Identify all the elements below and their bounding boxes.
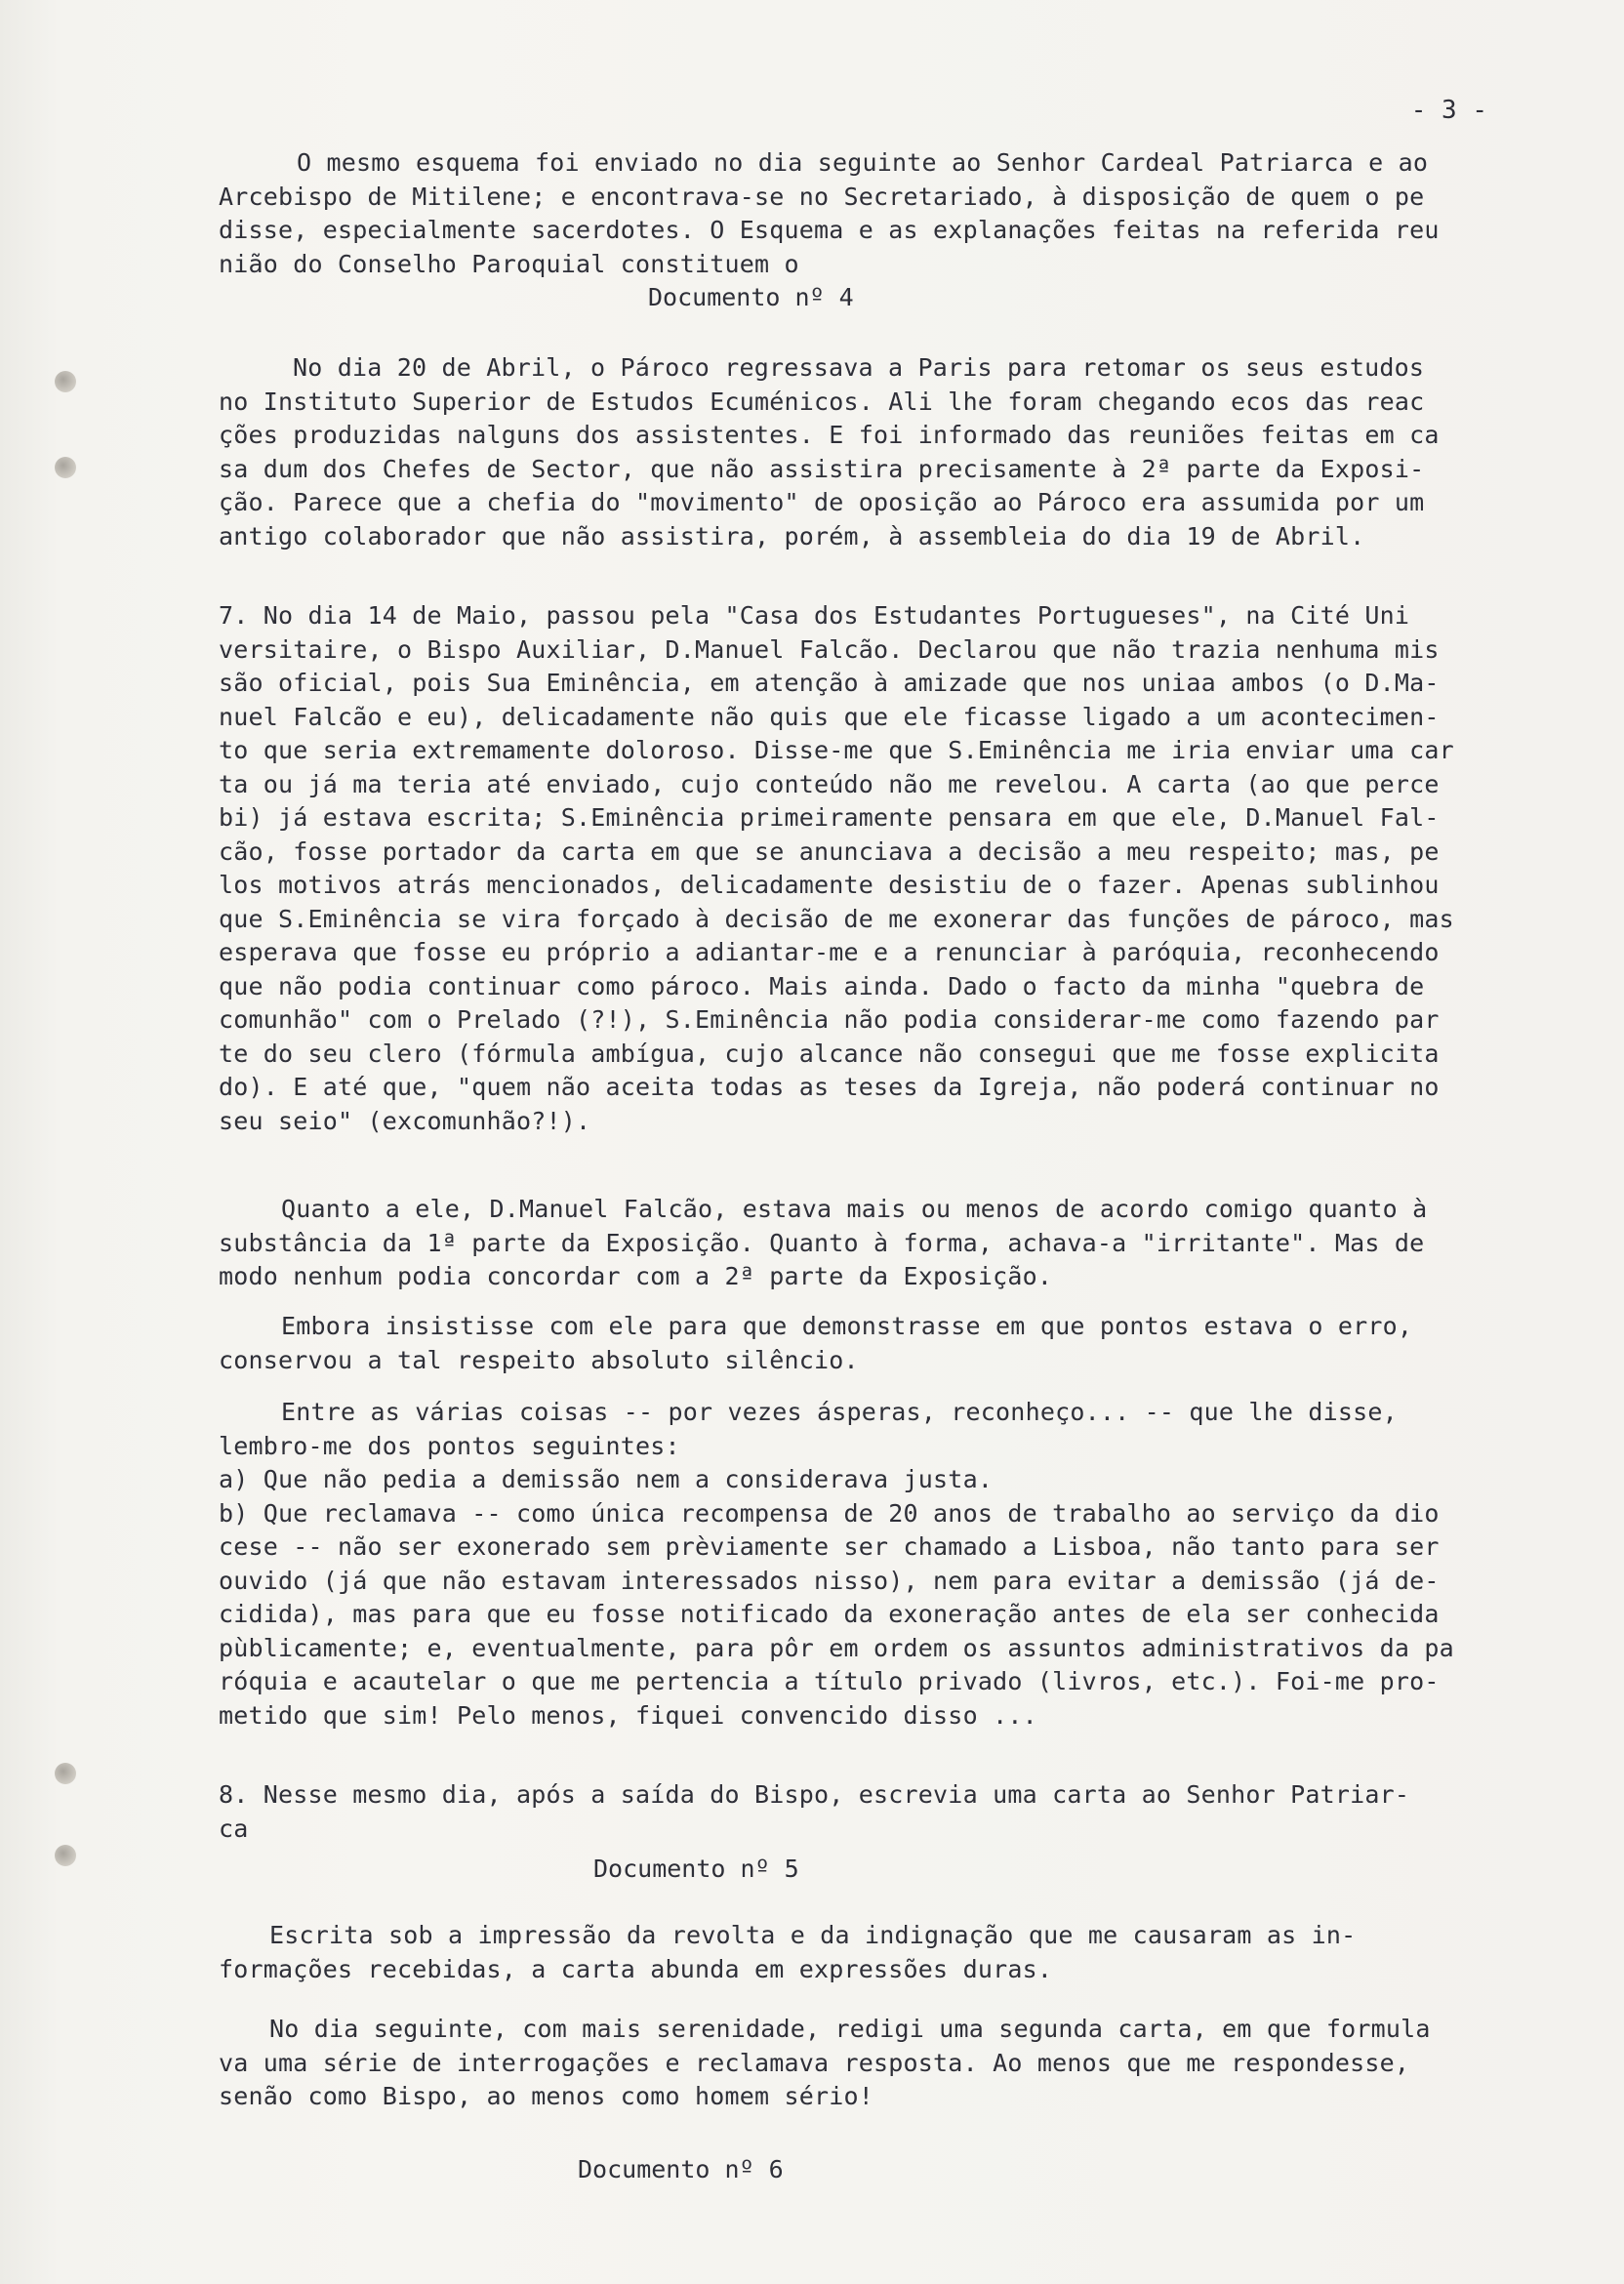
text-line: senão como Bispo, ao menos como homem sério!	[219, 2082, 874, 2110]
text-line: a) Que não pedia a demissão nem a considerava justa.	[219, 1465, 994, 1493]
text-line: sa dum dos Chefes de Sector, que não assistira precisamente à 2ª parte da Exposi-	[219, 454, 1425, 483]
text-line: No dia seguinte, com mais serenidade, redigi uma segunda carta, em que formula	[269, 2015, 1431, 2043]
text-line: Entre as várias coisas -- por vezes ásperas, reconheço... -- que lhe disse,	[281, 1398, 1398, 1426]
text-line: são oficial, pois Sua Eminência, em atenção à amizade que nos uniaa ambos (o D.Ma-	[219, 669, 1440, 697]
text-line: b) Que reclamava -- como única recompensa de 20 anos de trabalho ao serviço da dio	[219, 1498, 1440, 1528]
text-line: cese -- não ser exonerado sem prèviamente ser chamado a Lisboa, não tanto para ser	[219, 1532, 1440, 1561]
text-line: que não podia continuar como pároco. Mais ainda. Dado o facto da minha "quebra de	[219, 971, 1425, 1000]
text-line: Quanto a ele, D.Manuel Falcão, estava mais ou menos de acordo comigo quanto à	[281, 1195, 1428, 1223]
text-line: do). E até que, "quem não aceita todas as teses da Igreja, não poderá continuar no	[219, 1073, 1440, 1101]
punch-hole-icon	[55, 1763, 76, 1784]
text-line: que S.Eminência se vira forçado à decisão de me exonerar das funções de pároco, mas	[219, 904, 1454, 933]
text-line: los motivos atrás mencionados, delicadamente desistiu de o fazer. Apenas sublinhou	[219, 871, 1440, 899]
text-line: no Instituto Superior de Estudos Ecuménicos. Ali lhe foram chegando ecos das reac	[219, 387, 1425, 416]
paragraph-entre	[219, 1396, 1483, 1733]
text-line: Escrita sob a impressão da revolta e da indignação que me causaram as in-	[269, 1921, 1357, 1949]
paragraph-quanto	[219, 1193, 1483, 1294]
text-line: comunhão" com o Prelado (?!), S.Eminência não podia considerar-me como fazendo par	[219, 1005, 1440, 1034]
punch-hole-icon	[55, 371, 76, 392]
text-line: Arcebispo de Mitilene; e encontrava-se no Secretariado, à disposição de quem o pe	[219, 182, 1425, 211]
paragraph-embora	[219, 1310, 1483, 1377]
punch-hole-icon	[55, 1845, 76, 1866]
page-number: - 3 -	[1410, 96, 1487, 125]
text-line: 7. No dia 14 de Maio, passou pela "Casa dos Estudantes Portugueses", na Cité Uni	[219, 601, 1410, 630]
paragraph-escrita	[219, 1919, 1483, 1986]
text-line: antigo colaborador que não assistira, porém, à assembleia do dia 19 de Abril.	[219, 521, 1365, 551]
text-line: bi) já estava escrita; S.Eminência primeiramente pensara em que ele, D.Manuel Fal-	[219, 803, 1440, 832]
text-line: to que seria extremamente doloroso. Disse-me que S.Eminência me iria enviar uma car	[219, 736, 1454, 764]
paragraph-7	[219, 599, 1483, 1138]
text-line: metido que sim! Pelo menos, fiquei convencido disso ...	[219, 1700, 1037, 1730]
paragraph-1	[219, 146, 1483, 281]
paragraph-2	[219, 351, 1483, 553]
document-reference-4: Documento nº 4	[648, 283, 854, 311]
text-line: seu seio" (excomunhão?!).	[219, 1106, 591, 1135]
text-line: modo nenhum podia concordar com a 2ª parte da Exposição.	[219, 1262, 1053, 1290]
paragraph-no-dia-seguinte	[219, 2013, 1483, 2114]
text-line: ção. Parece que a chefia do "movimento" de oposição ao Pároco era assumida por um	[219, 488, 1425, 516]
text-line: lembro-me dos pontos seguintes:	[219, 1431, 680, 1460]
text-line: te do seu clero (fórmula ambígua, cujo alcance não consegui que me fosse explicita	[219, 1039, 1440, 1068]
text-line: esperava que fosse eu próprio a adiantar-me e a renunciar à paróquia, reconhecendo	[219, 938, 1440, 966]
text-line: 8. Nesse mesmo dia, após a saída do Bispo, escrevia uma carta ao Senhor Patriar-	[219, 1780, 1410, 1809]
text-line: nião do Conselho Paroquial constituem o	[219, 249, 799, 278]
text-line: cidida), mas para que eu fosse notificado da exoneração antes de ela ser conhecida	[219, 1600, 1440, 1628]
text-line: pùblicamente; e, eventualmente, para pôr em ordem os assuntos administrativos da pa	[219, 1633, 1454, 1662]
punch-hole-icon	[55, 457, 76, 478]
text-line: ções produzidas nalguns dos assistentes. E foi informado das reuniões feitas em ca	[219, 421, 1440, 449]
text-line: róquia e acautelar o que me pertencia a título privado (livros, etc.). Foi-me pro-	[219, 1667, 1440, 1695]
paragraph-8	[219, 1778, 1483, 1846]
text-line: Embora insistisse com ele para que demonstrasse em que pontos estava o erro,	[281, 1312, 1413, 1340]
text-line: disse, especialmente sacerdotes. O Esquema e as explanações feitas na referida reu	[219, 216, 1440, 244]
text-line: cão, fosse portador da carta em que se anunciava a decisão a meu respeito; mas, pe	[219, 836, 1440, 866]
text-line: O mesmo esquema foi enviado no dia seguinte ao Senhor Cardeal Patriarca e ao	[297, 148, 1429, 177]
text-line: conservou a tal respeito absoluto silêncio.	[219, 1345, 859, 1374]
document-reference-5: Documento nº 5	[593, 1855, 799, 1883]
text-line: ta ou já ma teria até enviado, cujo conteúdo não me revelou. A carta (ao que perce	[219, 769, 1440, 798]
text-line: ca	[219, 1814, 249, 1843]
text-line: ouvido (já que não estavam interessados nisso), nem para evitar a demissão (já de-	[219, 1566, 1440, 1595]
text-line: nuel Falcão e eu), delicadamente não quis que ele ficasse ligado a um acontecimen-	[219, 702, 1440, 731]
text-line: versitaire, o Bispo Auxiliar, D.Manuel Falcão. Declarou que não trazia nenhuma mis	[219, 634, 1440, 664]
text-line: formações recebidas, a carta abunda em expressões duras.	[219, 1954, 1053, 1983]
text-line: No dia 20 de Abril, o Pároco regressava a Paris para retomar os seus estudos	[293, 353, 1425, 382]
text-line: va uma série de interrogações e reclamava resposta. Ao menos que me respondesse,	[219, 2048, 1410, 2077]
document-reference-6: Documento nº 6	[578, 2155, 784, 2183]
text-line: substância da 1ª parte da Exposição. Quanto à forma, achava-a "irritante". Mas de	[219, 1228, 1425, 1257]
